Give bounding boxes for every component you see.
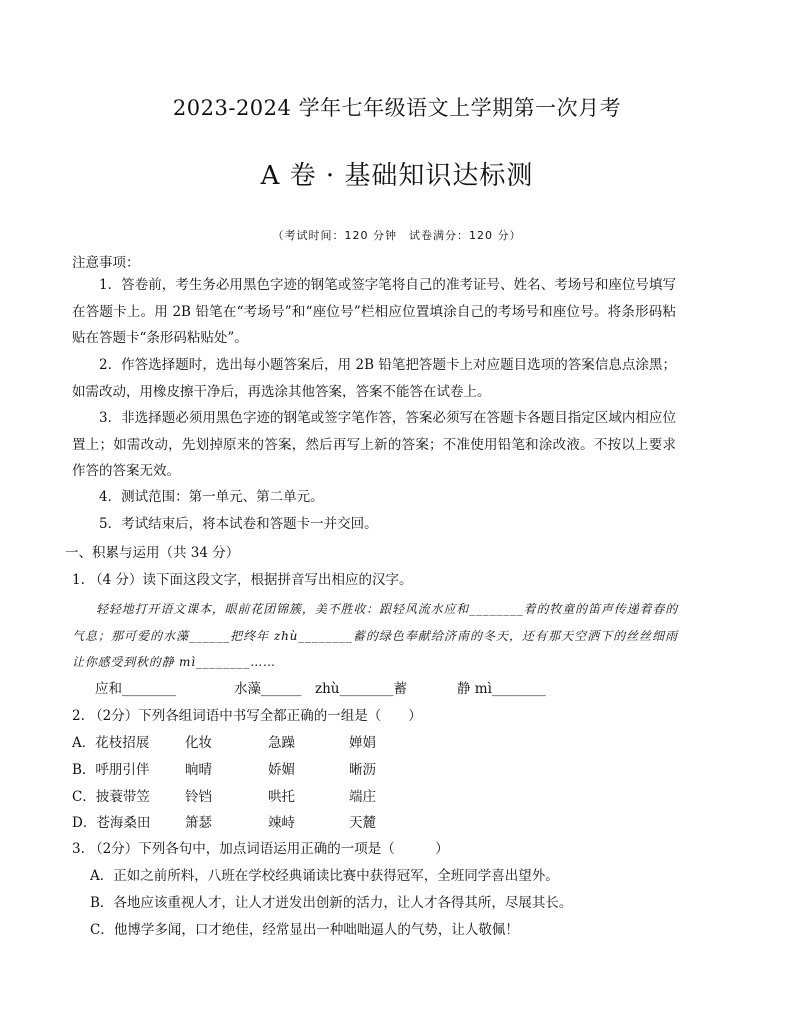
section-heading: 一、积累与运用（共 34 分） [65, 545, 240, 561]
page-title: 2023-2024 学年七年级语文上学期第一次月考 [172, 96, 622, 120]
option-word: A．花枝招展 [72, 735, 150, 751]
fill-blank-1: 应和________ [95, 681, 176, 697]
exam-info: （考试时间：120 分钟 试卷满分：120 分） [272, 229, 522, 242]
option-word: 端庄 [349, 789, 376, 805]
fill-blank-4: 静 mì________ [457, 681, 546, 697]
option-word: 娇媚 [268, 762, 295, 778]
page-subtitle: A 卷 · 基础知识达标测 [260, 161, 534, 191]
question-2-option-b [72, 758, 672, 784]
question-3-option-a: A．正如之前所料，八班在学校经典诵读比赛中获得冠军，全班同学喜出望外。 [90, 868, 559, 884]
question-2-option-a [72, 731, 672, 757]
option-word: 铃铛 [185, 789, 212, 805]
option-word: 急躁 [268, 735, 295, 751]
question-1-passage: 轻轻地打开语文课本，眼前花团锦簇，美不胜收：跟轻风流水应和________着的牧童的笛声传递着春的气息；那可爱的水藻______把终年 zhù________蓄的绿色奉献给济南的冬天，还有那天空洒下的丝丝细雨让你感受到秋的静 mì________…… [72, 602, 678, 669]
fill-blank-2: 水藻______ [234, 681, 302, 697]
question-2-stem: 2. （2分）下列各组词语中书写全都正确的一组是（ ） [72, 708, 422, 724]
option-word: C．披蓑带笠 [72, 789, 150, 805]
question-2-option-c [72, 785, 672, 811]
question-3-option-c: C．他博学多闻，口才绝佳，经常显出一种咄咄逼人的气势，让人敬佩！ [90, 922, 519, 938]
fill-blank-3: zhù________蓄 [315, 681, 408, 697]
option-word: 天麓 [349, 815, 376, 831]
option-word: 化妆 [185, 735, 212, 751]
option-word: B．呼朋引伴 [72, 762, 150, 778]
notes-heading: 注意事项： [72, 255, 140, 271]
note-item-2: 2．作答选择题时，选出每小题答案后，用 2B 铅笔把答题卡上对应题目选项的答案信息点涂黑；如需改动，用橡皮擦干净后，再选涂其他答案，答案不能答在试卷上。 [72, 357, 676, 400]
option-word: 晌晴 [185, 762, 212, 778]
note-item-4: 4．测试范围：第一单元、第二单元。 [99, 489, 324, 505]
note-item-1: 1．答卷前，考生务必用黑色字迹的钢笔或签字笔将自己的准考证号、姓名、考场号和座位号填写在答题卡上。用 2B 铅笔在“考场号”和“座位号”栏相应位置填涂自己的考场号和座位号。将条形码粘贴在答题卡“条形码粘贴处”。 [72, 277, 676, 346]
note-item-5: 5．考试结束后，将本试卷和答题卡一并交回。 [99, 516, 378, 532]
question-3-stem: 3. （2分）下列各句中，加点词语运用正确的一项是（ ） [72, 841, 449, 857]
option-word: D．苍海桑田 [72, 815, 151, 831]
option-word: 婵娟 [349, 735, 376, 751]
question-2-option-d [72, 811, 672, 837]
question-1-stem: 1. （4 分）读下面这段文字，根据拼音写出相应的汉字。 [72, 572, 413, 588]
option-word: 箫瑟 [185, 815, 212, 831]
note-item-3: 3．非选择题必须用黑色字迹的钢笔或签字笔作答，答案必须写在答题卡各题目指定区域内相应位置上；如需改动，先划掉原来的答案，然后再写上新的答案；不准使用铅笔和涂改液。不按以上要求作答的答案无效。 [72, 410, 676, 479]
question-3-option-b: B．各地应该重视人才，让人才迸发出创新的活力，让人才各得其所，尽展其长。 [90, 895, 573, 911]
option-word: 哄托 [268, 789, 295, 805]
option-word: 竦峙 [268, 815, 295, 831]
option-word: 晰沥 [349, 762, 376, 778]
